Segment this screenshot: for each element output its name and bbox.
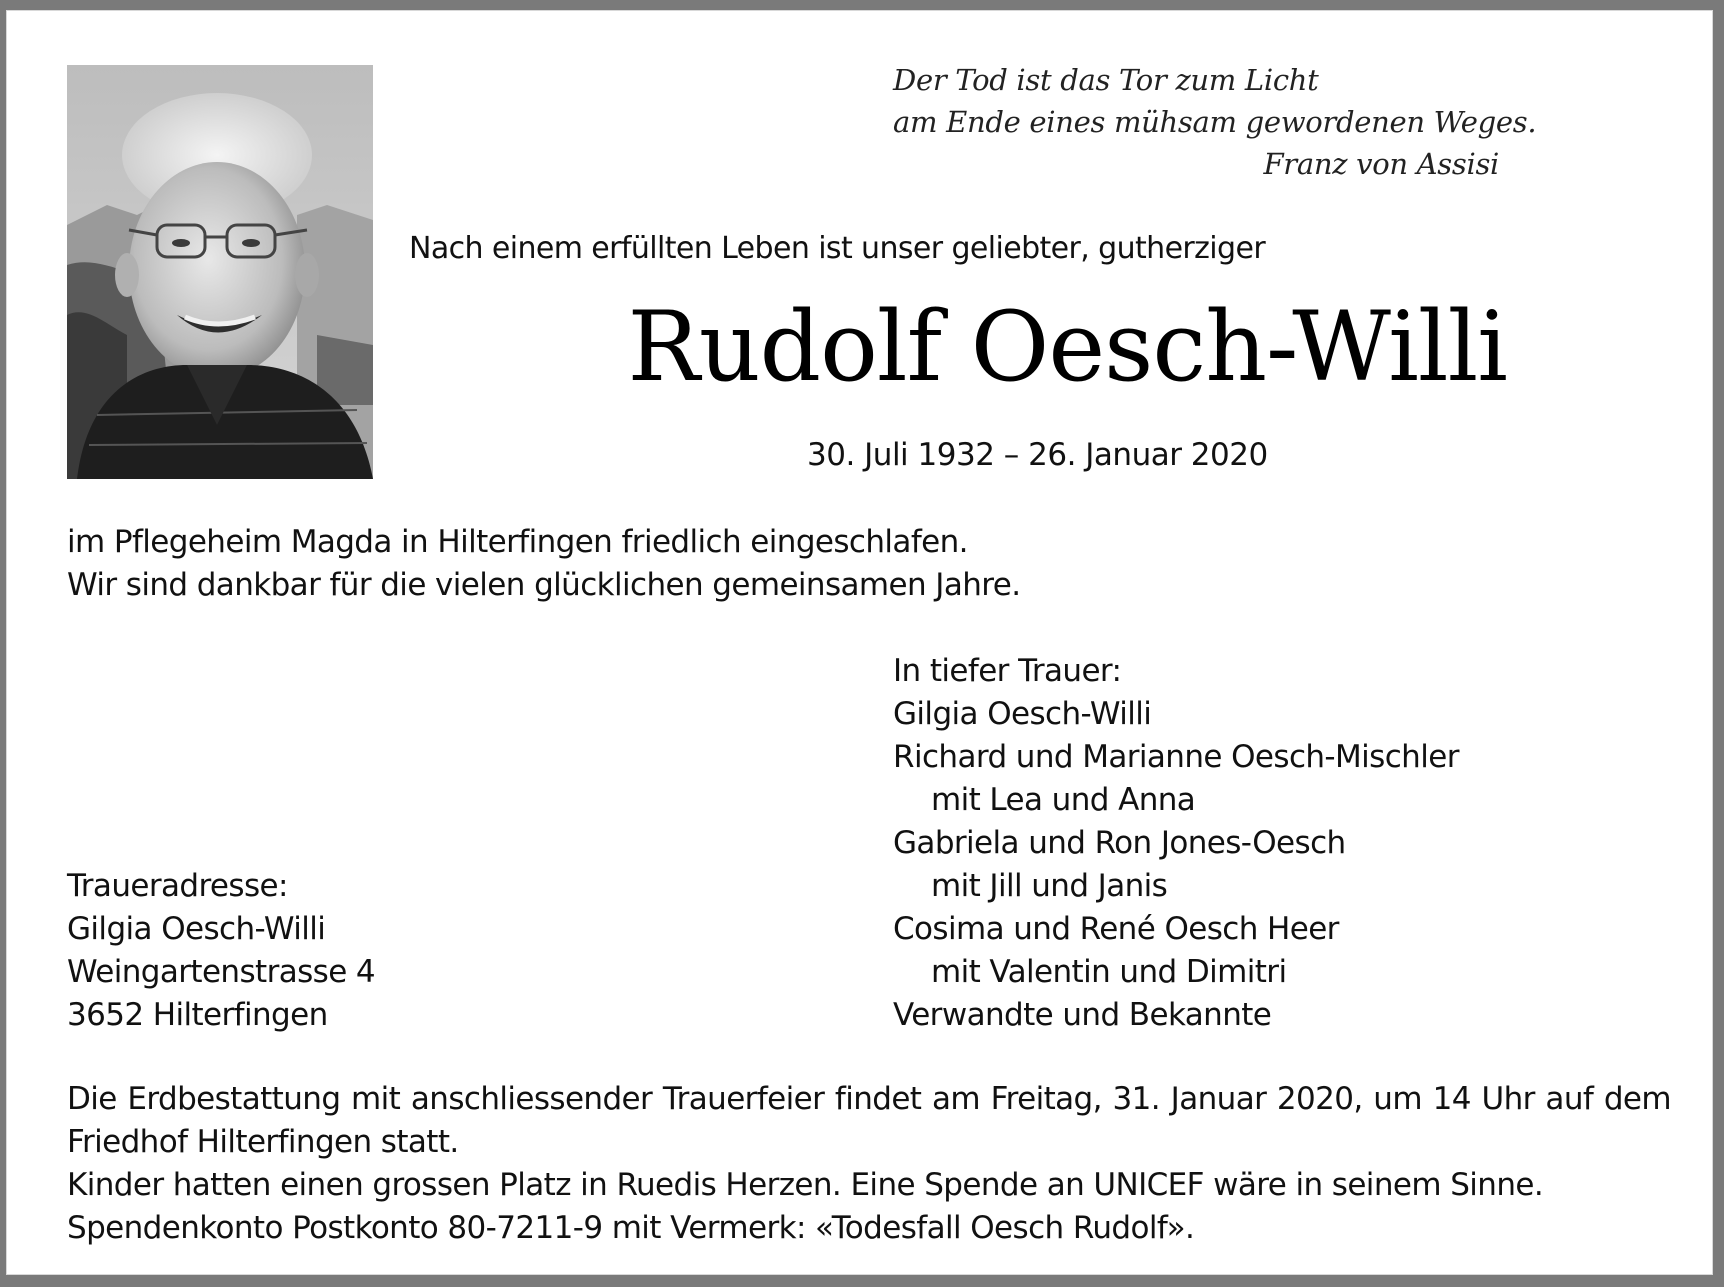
body-text — [67, 521, 1020, 607]
donation-line-1: Kinder hatten einen grossen Platz in Ruedis Herzen. Eine Spende an UNICEF wäre in seinem Sinne. — [67, 1167, 1544, 1203]
life-dates: 30. Juli 1932 – 26. Januar 2020 — [807, 437, 1268, 473]
address-name: Gilgia Oesch-Willi — [67, 911, 326, 947]
address-street: Weingartenstrasse 4 — [67, 954, 376, 990]
mourner-entry: Cosima und René Oesch Heer — [893, 911, 1339, 947]
mourner-entry: Gilgia Oesch-Willi — [893, 696, 1152, 732]
quote-block — [893, 59, 1537, 185]
portrait-photo — [67, 65, 373, 479]
body-line-2: Wir sind dankbar für die vielen glücklichen gemeinsamen Jahre. — [67, 567, 1021, 603]
address-heading: Traueradresse: — [67, 868, 288, 904]
mourner-entry-children: mit Lea und Anna — [931, 782, 1196, 818]
quote-line-1: Der Tod ist das Tor zum Licht — [893, 63, 1319, 97]
body-line-1: im Pflegeheim Magda in Hilterfingen friedlich eingeschlafen. — [67, 524, 968, 560]
donation-line-2: Spendenkonto Postkonto 80-7211-9 mit Vermerk: «Todesfall Oesch Rudolf». — [67, 1210, 1195, 1246]
mourner-entry: Richard und Marianne Oesch-Mischler — [893, 739, 1459, 775]
address-city: 3652 Hilterfingen — [67, 997, 328, 1033]
mourner-entry-children: mit Jill und Janis — [931, 868, 1168, 904]
funeral-line-2: Friedhof Hilterfingen statt. — [67, 1124, 459, 1160]
mourner-entry: Verwandte und Bekannte — [893, 997, 1272, 1033]
funeral-line-1: Die Erdbestattung mit anschliessender Trauerfeier findet am Freitag, 31. Januar 2020, um 14 Uhr auf dem — [67, 1081, 1671, 1117]
mourners-list — [893, 650, 1459, 1037]
mourning-address — [67, 865, 375, 1037]
intro-text: Nach einem erfüllten Leben ist unser geliebter, gutherziger — [409, 231, 1266, 266]
mourners-heading: In tiefer Trauer: — [893, 653, 1122, 689]
funeral-details — [67, 1078, 1671, 1250]
deceased-name: Rudolf Oesch-Willi — [627, 291, 1507, 403]
obituary-notice — [6, 10, 1713, 1275]
quote-author: Franz von Assisi — [1263, 147, 1499, 181]
quote-line-2: am Ende eines mühsam gewordenen Weges. — [893, 105, 1537, 139]
mourner-entry: Gabriela und Ron Jones-Oesch — [893, 825, 1346, 861]
mourner-entry-children: mit Valentin und Dimitri — [931, 954, 1287, 990]
